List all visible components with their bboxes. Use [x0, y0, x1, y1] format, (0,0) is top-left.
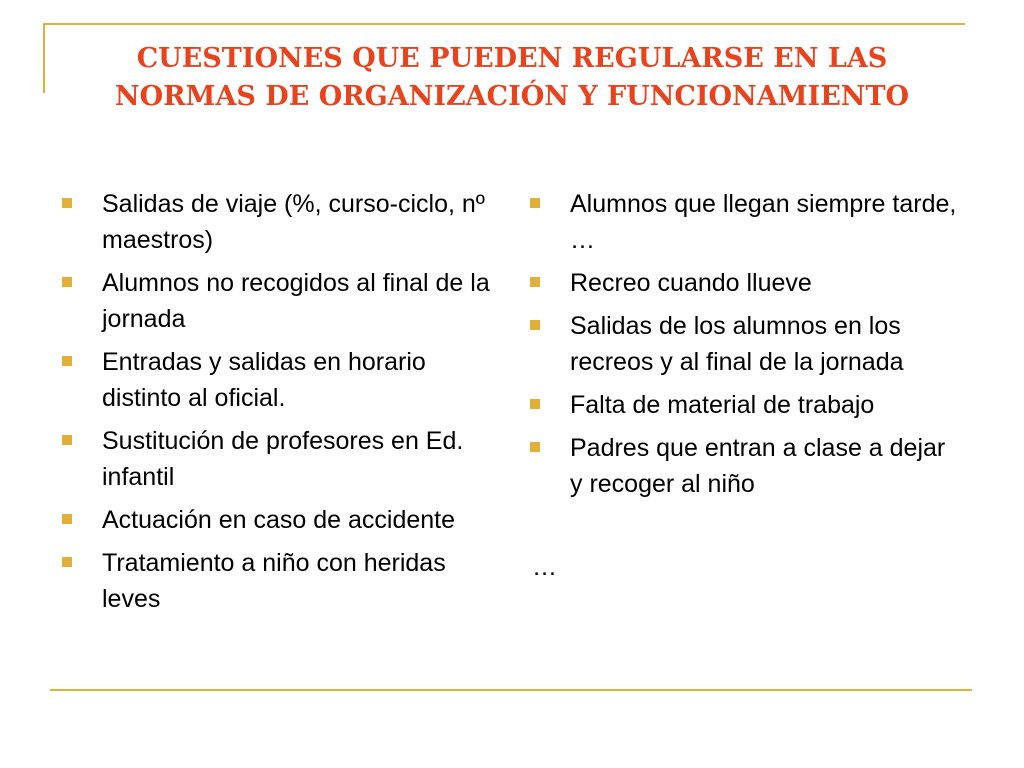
top-rule: [43, 23, 965, 25]
square-bullet-icon: [530, 442, 540, 452]
slide-title: [52, 40, 972, 116]
trailing-ellipsis: …: [532, 553, 557, 581]
list-item: [60, 265, 500, 337]
list-item-text: Padres que entran a clase a dejar y recoger al niño: [570, 434, 946, 498]
square-bullet-icon: [62, 514, 72, 524]
square-bullet-icon: [530, 277, 540, 287]
list-item-text: Entradas y salidas en horario distinto al oficial.: [102, 348, 426, 412]
list-item-text: Sustitución de profesores en Ed. infantil: [102, 427, 464, 491]
title-line-1: CUESTIONES QUE PUEDEN REGULARSE EN LAS: [136, 43, 888, 74]
square-bullet-icon: [62, 557, 72, 567]
list-item: [528, 308, 958, 380]
list-item-text: Salidas de los alumnos en los recreos y al final de la jornada: [570, 312, 904, 376]
bottom-rule: [50, 689, 972, 691]
list-item: [528, 387, 958, 423]
square-bullet-icon: [530, 198, 540, 208]
list-item-text: Recreo cuando llueve: [570, 269, 812, 297]
list-item-text: Salidas de viaje (%, curso-ciclo, nº maestros): [102, 190, 485, 254]
square-bullet-icon: [530, 320, 540, 330]
list-item: [528, 430, 958, 502]
list-item: [528, 265, 958, 301]
square-bullet-icon: [62, 435, 72, 445]
list-item-text: Actuación en caso de accidente: [102, 506, 456, 534]
right-bullet-list: [528, 186, 958, 509]
square-bullet-icon: [62, 198, 72, 208]
square-bullet-icon: [62, 277, 72, 287]
left-bullet-list: [60, 186, 500, 624]
square-bullet-icon: [530, 399, 540, 409]
list-item: [60, 344, 500, 416]
list-item-text: Tratamiento a niño con heridas leves: [102, 549, 446, 613]
list-item-text: Alumnos que llegan siempre tarde, …: [570, 190, 957, 254]
title-line-2: NORMAS DE ORGANIZACIÓN Y FUNCIONAMIENTO: [114, 81, 910, 112]
square-bullet-icon: [62, 356, 72, 366]
left-rule: [43, 23, 45, 93]
list-item: [60, 502, 500, 538]
list-item: [60, 186, 500, 258]
list-item: [528, 186, 958, 258]
list-item-text: Falta de material de trabajo: [570, 391, 875, 419]
list-item: [60, 423, 500, 495]
list-item: [60, 545, 500, 617]
list-item-text: Alumnos no recogidos al final de la jornada: [102, 269, 490, 333]
